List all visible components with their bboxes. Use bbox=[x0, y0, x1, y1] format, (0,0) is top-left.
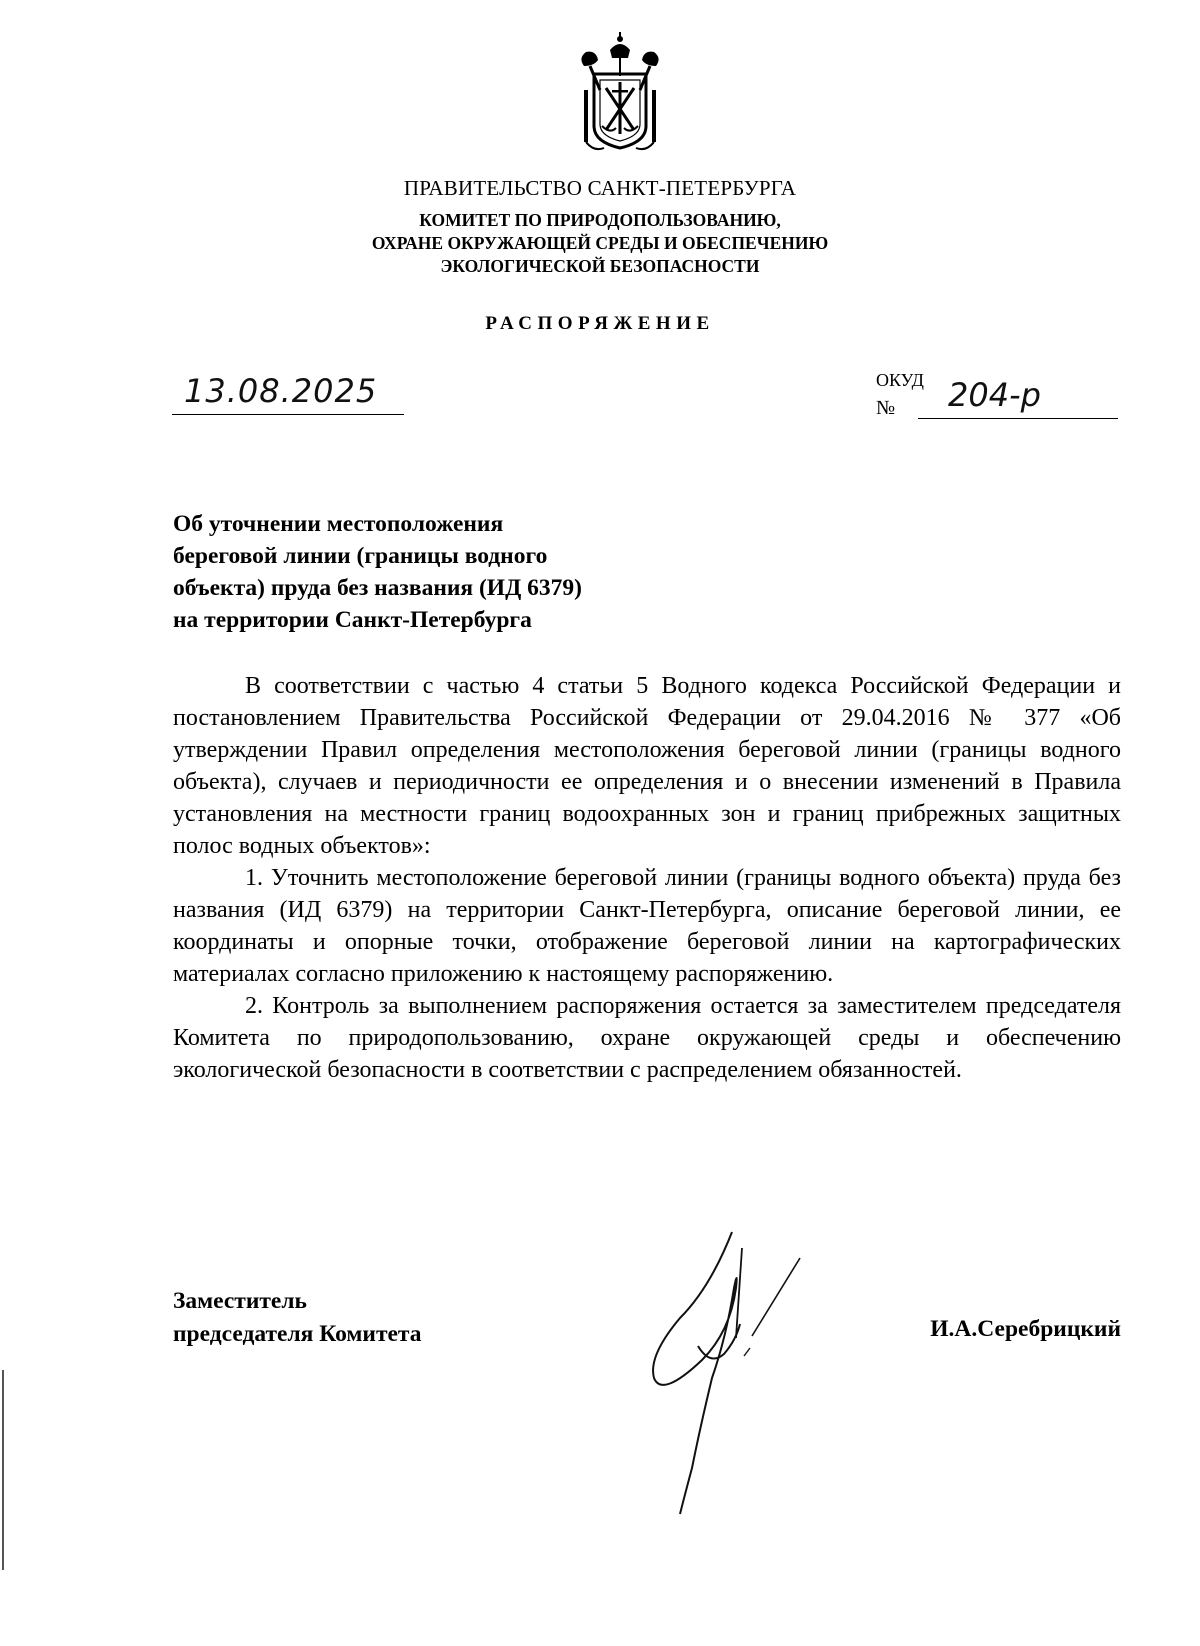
document-subject bbox=[173, 508, 582, 636]
document-date bbox=[172, 372, 404, 418]
government-title: ПРАВИТЕЛЬСТВО САНКТ-ПЕТЕРБУРГА bbox=[403, 176, 797, 200]
committee-line: ЭКОЛОГИЧЕСКОЙ БЕЗОПАСНОСТИ bbox=[440, 256, 760, 276]
document-number: 204-р bbox=[948, 376, 1041, 414]
okud-label: ОКУД bbox=[876, 370, 924, 390]
committee-name bbox=[0, 209, 1200, 278]
subject-line: береговой линии (границы водного bbox=[173, 543, 548, 569]
preamble-paragraph: В соответствии с частью 4 статьи 5 Водного кодекса Российской Федерации и постановлением Правительства Российской Федерации от 29.04.2016 № 377 «Об утверждении Правил определения местоположения береговой линии (границы водного объекта), случаев и периодичности ее определения и о внесении изменений в Правила установления на местности границ водоохранных зон и границ прибрежных защитных полос водных объектов»: bbox=[173, 673, 1121, 859]
signatory-title-line: председателя Комитета bbox=[173, 1321, 422, 1347]
subject-line: на территории Санкт-Петербурга bbox=[173, 607, 532, 633]
clause-2-paragraph: 2. Контроль за выполнением распоряжения остается за заместителем председателя Комитета по природопользованию, охране окружающей среды и обеспечению экологической безопасности в соответствии с распределением обязанностей. bbox=[173, 993, 1121, 1083]
signatory-name: И.А.Серебрицкий bbox=[930, 1316, 1121, 1342]
number-underline bbox=[918, 418, 1118, 419]
date-underline bbox=[172, 414, 404, 415]
handwritten-signature bbox=[640, 1228, 860, 1518]
clause-1-paragraph: 1. Уточнить местоположение береговой линии (границы водного объекта) пруда без названия (ИД 6379) на территории Санкт-Петербурга, описание береговой линии, ее координаты и опорные точки, отображение береговой линии на картографических материалах согласно приложению к настоящему распоряжению. bbox=[173, 865, 1121, 987]
number-label: № bbox=[876, 397, 896, 419]
subject-line: Об уточнении местоположения bbox=[173, 511, 504, 537]
document-type: РАСПОРЯЖЕНИЕ bbox=[485, 313, 715, 334]
scan-edge-line bbox=[2, 1370, 4, 1570]
saint-petersburg-coat-of-arms-icon bbox=[570, 30, 670, 158]
document-body bbox=[173, 670, 1121, 1086]
signatory-title bbox=[173, 1285, 422, 1351]
committee-line: ОХРАНЕ ОКРУЖАЮЩЕЙ СРЕДЫ И ОБЕСПЕЧЕНИЮ bbox=[371, 233, 829, 253]
date-handwritten: 13.08.2025 bbox=[184, 372, 378, 410]
signatory-title-line: Заместитель bbox=[173, 1288, 307, 1314]
committee-line: КОМИТЕТ ПО ПРИРОДОПОЛЬЗОВАНИЮ, bbox=[419, 210, 781, 230]
subject-line: объекта) пруда без названия (ИД 6379) bbox=[173, 575, 582, 601]
